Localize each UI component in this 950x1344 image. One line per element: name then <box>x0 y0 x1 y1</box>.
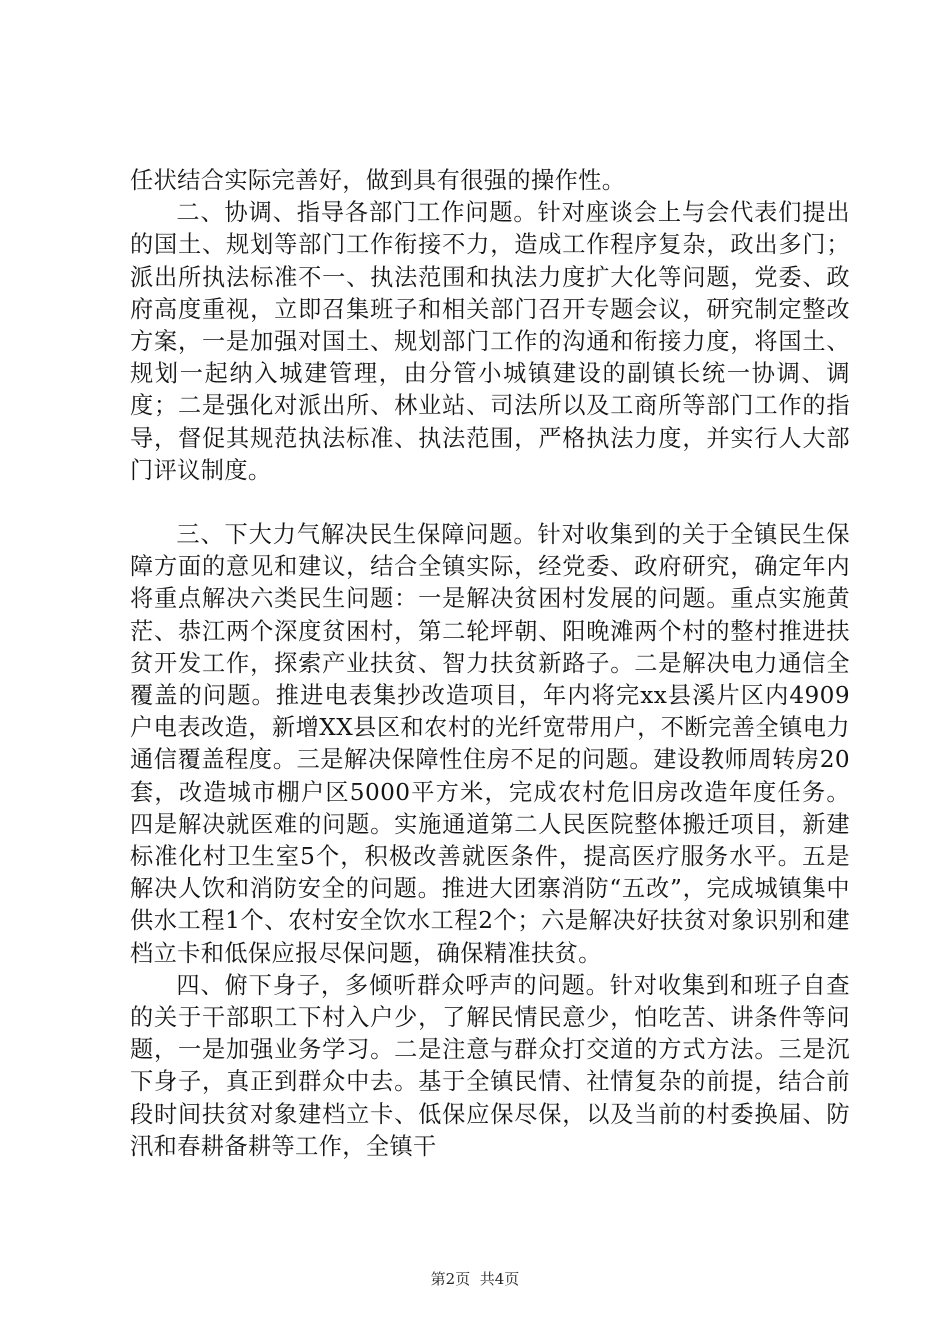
page-number: 第2页 <box>430 1270 471 1288</box>
page-total: 共4页 <box>479 1270 520 1288</box>
paragraph-gap <box>130 487 850 519</box>
paragraph-section-4: 四、俯下身子，多倾听群众呼声的问题。针对收集到和班子自查的关于干部职工下村入户少，了解民情民意少，怕吃苦、讲条件等问题，一是加强业务学习。二是注意与群众打交道的方式方法。三是沉下身子，真正到群众中去。基于全镇民情、社情复杂的前提，结合前段时间扶贫对象建档立卡、低保应保尽保，以及当前的村委换届、防汛和春耕备耕等工作，全镇干 <box>130 971 850 1160</box>
paragraph-section-3: 三、下大力气解决民生保障问题。针对收集到的关于全镇民生保障方面的意见和建议，结合全镇实际，经党委、政府研究，确定年内将重点解决六类民生问题：一是解决贫困村发展的问题。重点实施黄茫、恭江两个深度贫困村，第二轮坪朝、阳晚滩两个村的整村推进扶贫开发工作，探索产业扶贫、智力扶贫新路子。二是解决电力通信全覆盖的问题。推进电表集抄改造项目，年内将完xx县溪片区内4909户电表改造，新增XX县区和农村的光纤宽带用户，不断完善全镇电力通信覆盖程度。三是解决保障性住房不足的问题。建设教师周转房20套，改造城市棚户区5000平方米，完成农村危旧房改造年度任务。四是解决就医难的问题。实施通道第二人民医院整体搬迁项目，新建标准化村卫生室5个，积极改善就医条件，提高医疗服务水平。五是解决人饮和消防安全的问题。推进大团寨消防“五改”，完成城镇集中供水工程1个、农村安全饮水工程2个；六是解决好扶贫对象识别和建档立卡和低保应报尽保问题，确保精准扶贫。 <box>130 521 850 967</box>
paragraph-section-2: 二、协调、指导各部门工作问题。针对座谈会上与会代表们提出的国土、规划等部门工作衔接不力，造成工作程序复杂，政出多门；派出所执法标准不一、执法范围和执法力度扩大化等问题，党委、政府高度重视，立即召集班子和相关部门召开专题会议，研究制定整改方案，一是加强对国土、规划部门工作的沟通和衔接力度，将国土、规划一起纳入城建管理，由分管小城镇建设的副镇长统一协调、调度；二是强化对派出所、林业站、司法所以及工商所等部门工作的指导，督促其规范执法标准、执法范围，严格执法力度，并实行人大部门评议制度。 <box>130 199 850 484</box>
document-body <box>130 165 850 1163</box>
paragraph-continuation: 任状结合实际完善好，做到具有很强的操作性。 <box>130 167 626 194</box>
page-footer <box>0 1269 950 1289</box>
